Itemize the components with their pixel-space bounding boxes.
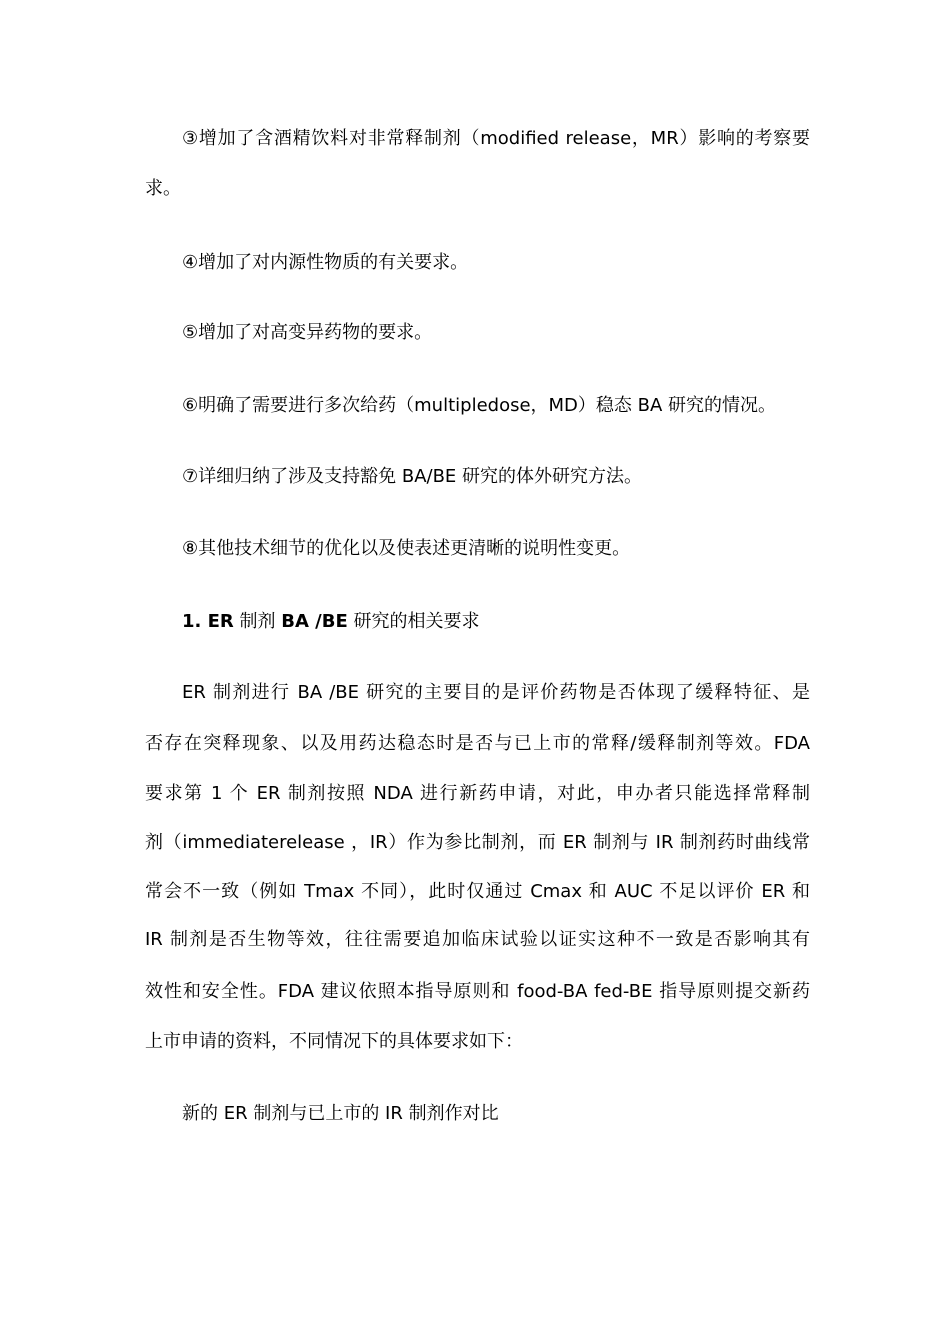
section-heading-number: 1. ER	[182, 611, 234, 632]
paragraph-line-3: 要求第 1 个 ER 制剂按照 NDA 进行新药申请，对此，申办者只能选择常释制	[145, 783, 810, 804]
list-item-7: ⑦详细归纳了涉及支持豁免 BA/BE 研究的体外研究方法。	[182, 466, 643, 487]
paragraph-line-8: 上市申请的资料，不同情况下的具体要求如下：	[145, 1031, 523, 1052]
list-item-5: ⑤增加了对高变异药物的要求。	[182, 322, 433, 343]
section-heading-ba-be: BA /BE	[281, 611, 348, 632]
paragraph-line-2: 否存在突释现象、以及用药达稳态时是否与已上市的常释/缓释制剂等效。FDA	[145, 733, 810, 754]
section-heading-part1: 制剂	[233, 611, 282, 632]
paragraph-line-7: 效性和安全性。FDA 建议依照本指导原则和 food-BA fed-BE 指导原则提交新药	[145, 981, 810, 1002]
section-heading-tail: 研究的相关要求	[347, 611, 480, 632]
paragraph-line-5: 常会不一致（例如 Tmax 不同），此时仅通过 Cmax 和 AUC 不足以评价 ER 和	[145, 881, 810, 902]
paragraph-line-6: IR 制剂是否生物等效，往往需要追加临床试验以证实这种不一致是否影响其有	[145, 929, 810, 950]
list-item-6: ⑥明确了需要进行多次给药（multipledose，MD）稳态 BA 研究的情况。	[182, 395, 777, 416]
list-item-3-continuation: 求。	[145, 178, 181, 199]
list-item-3: ③增加了含酒精饮料对非常释制剂（modified release，MR）影响的考察要	[182, 128, 810, 149]
paragraph-line-4: 剂（immediaterelease ，IR）作为参比制剂，而 ER 制剂与 IR 制剂药时曲线常	[145, 832, 810, 853]
list-item-4: ④增加了对内源性物质的有关要求。	[182, 252, 469, 273]
subheading: 新的 ER 制剂与已上市的 IR 制剂作对比	[182, 1103, 499, 1124]
list-item-8: ⑧其他技术细节的优化以及使表述更清晰的说明性变更。	[182, 538, 631, 559]
section-heading	[182, 611, 810, 633]
paragraph-line-1: ER 制剂进行 BA /BE 研究的主要目的是评价药物是否体现了缓释特征、是	[182, 682, 810, 703]
